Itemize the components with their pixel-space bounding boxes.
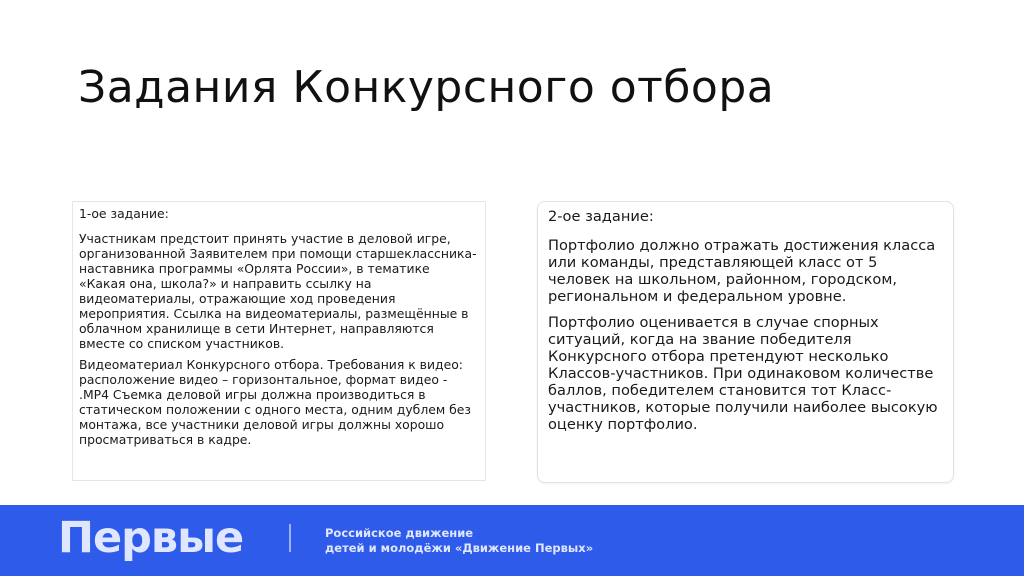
organization-name-line-1: Российское движение	[325, 526, 474, 540]
task-1-paragraph-2: Видеоматериал Конкурсного отбора. Требования к видео: расположение видео – горизонтальное, формат видео - .MP4 Съемка деловой игры должна производиться в статическом положении с одного места, одним дублем без монтажа, все участники деловой игры должны хорошо просматриваться в кадре.	[79, 357, 472, 447]
organization-name	[325, 526, 593, 556]
task-1-card	[72, 201, 486, 481]
footer-divider	[289, 524, 291, 552]
footer-bar	[0, 505, 1024, 576]
task-2-paragraph-1: Портфолио должно отражать достижения класса или команды, представляющей класс от 5 человек на школьном, районном, городском, региональном и федеральном уровне.	[548, 237, 936, 305]
brand-logo: Первые	[58, 513, 244, 563]
task-2-card	[537, 201, 954, 483]
organization-name-line-2: детей и молодёжи «Движение Первых»	[325, 541, 594, 555]
task-1-paragraph-1: Участникам предстоит принять участие в деловой игре, организованной Заявителем при помощи старшеклассника-наставника программы «Орлята России», в тематике «Какая она, школа?» и направить ссылку на видеоматериалы, отражающие ход проведения мероприятия. Ссылка на видеоматериалы, размещённые в облачном хранилище в сети Интернет, направляются вместе со списком участников.	[79, 231, 477, 351]
slide-title: Задания Конкурсного отбора	[78, 62, 775, 113]
task-1-heading: 1-ое задание:	[79, 206, 169, 221]
task-2-heading: 2-ое задание:	[548, 208, 654, 225]
task-2-paragraph-2: Портфолио оценивается в случае спорных ситуаций, когда на звание победителя Конкурсного отбора претендуют несколько Классов-участников. При одинаковом количестве баллов, победителем становится тот Класс-участников, которые получили наиболее высокую оценку портфолио.	[548, 314, 938, 433]
